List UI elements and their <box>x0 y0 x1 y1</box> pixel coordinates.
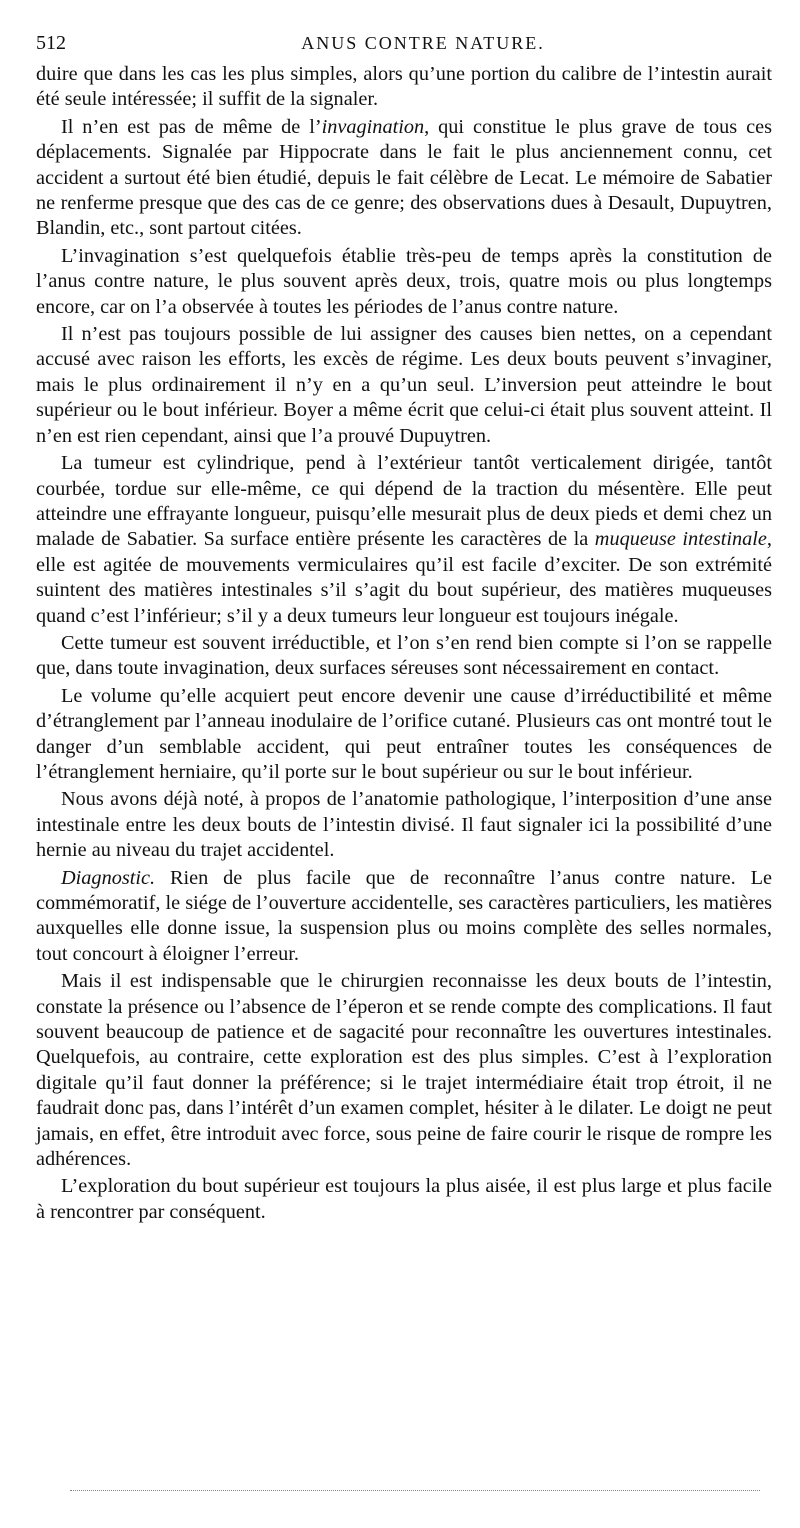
page-number: 512 <box>36 32 66 54</box>
paragraph-text: Nous avons déjà noté, à propos de l’anatomie pathologique, l’interposition d’une anse intestinale entre les deux bouts de l’intestin divisé. Il faut signaler ici la possibilité d’une hernie au niveau du trajet accidentel. <box>36 788 772 862</box>
paragraph <box>36 631 772 682</box>
paragraph <box>36 322 772 449</box>
paragraph-text: L’invagination s’est quelquefois établie très-peu de temps après la constitution de l’anus contre nature, le plus souvent après deux, trois, quatre mois ou plus longtemps encore, car on l’a observée à toutes les périodes de l’anus contre nature. <box>36 244 772 318</box>
footer-dotted-rule <box>70 1490 760 1491</box>
paragraph-text: Il n’est pas toujours possible de lui assigner des causes bien nettes, on a cependant accusé avec raison les efforts, les excès de régime. Les deux bouts peuvent s’invaginer, mais le plus ordinairement il n’y en a qu’un seul. L’inversion peut atteindre le bout supérieur ou le bout inférieur. Boyer a même écrit que celui-ci était plus souvent atteint. Il n’en est rien cependant, ainsi que l’a prouvé Dupuytren. <box>36 323 772 447</box>
paragraph <box>36 451 772 629</box>
italic-text: invagination <box>321 115 425 138</box>
page-header <box>36 28 770 58</box>
paragraph-text: Cette tumeur est souvent irréductible, et l’on s’en rend bien compte si l’on se rappelle que, dans toute invagination, deux surfaces séreuses sont nécessairement en contact. <box>36 631 772 680</box>
paragraph <box>36 62 772 113</box>
paragraph-text: L’exploration du bout supérieur est toujours la plus aisée, il est plus large et plus facile à rencontrer par conséquent. <box>36 1175 772 1223</box>
paragraph-text: , elle est agitée de mouvements vermiculaires qu’il est facile d’exciter. De son extrémité suintent des matières intestinales s’il s’agit du bout supérieur, des matières muqueuses quand c’est l’inférieur; s’il y a deux tumeurs leur longueur est toujours inégale. <box>36 528 772 627</box>
italic-text: muqueuse intestinale <box>594 528 767 551</box>
italic-text: Diagnostic. <box>61 866 156 889</box>
paragraph-text: duire que dans les cas les plus simples, alors qu’une portion du calibre de l’intestin aurait été seule intéressée; il suffit de la signaler. <box>36 63 772 111</box>
paragraph <box>36 1174 772 1225</box>
paragraph-text: , qui constitue le plus grave de tous ces déplacements. Signalée par Hippocrate dans le fait le plus anciennement connu, cet accident a surtout été bien étudié, depuis le fait célèbre de Lecat. Le mémoire de Sabatier ne renferme presque que des cas de ce genre; des observations dues à Desault, Dupuytren, Blandin, etc., sont partout citées. <box>36 115 772 240</box>
paragraph <box>36 969 772 1172</box>
running-title: ANUS CONTRE NATURE. <box>301 33 545 53</box>
paragraph <box>36 684 772 786</box>
paragraph <box>36 866 772 968</box>
paragraph <box>36 787 772 863</box>
paragraph <box>36 244 772 320</box>
paragraph-text: La tumeur est cylindrique, pend à l’extérieur tantôt verticalement dirigée, tantôt courbée, tordue sur elle-même, ce qui dépend de la traction du mésentère. Elle peut atteindre une effrayante longueur, puisqu’elle mesurait plus de deux pieds et demi chez un malade de Sabatier. Sa surface entière présente les caractères de la <box>36 452 772 551</box>
paragraph-text: Le volume qu’elle acquiert peut encore devenir une cause d’irréductibilité et même d’étranglement par l’anneau inodulaire de l’orifice cutané. Plusieurs cas ont montré tout le danger d’un semblable accident, qui peut entraîner toutes les conséquences de l’étranglement herniaire, qu’il porte sur le bout supérieur ou sur le bout inférieur. <box>36 684 772 783</box>
paragraph <box>36 115 772 242</box>
paragraph-text: Rien de plus facile que de reconnaître l’anus contre nature. Le commémoratif, le siége de l’ouverture accidentelle, ses caractères particuliers, les matières auxquelles elle donne issue, la suspension plus ou moins complète des selles normales, tout concourt à éloigner l’erreur. <box>36 866 772 965</box>
paragraph-text: Mais il est indispensable que le chirurgien reconnaisse les deux bouts de l’intestin, constate la présence ou l’absence de l’éperon et se rende compte des complications. Il faut souvent beaucoup de patience et de sagacité pour reconnaître les ouvertures intestinales. Quelquefois, au contraire, cette exploration est des plus simples. C’est à l’exploration digitale qu’il faut donner la préférence; si le trajet intermédiaire était trop étroit, il ne faudrait donc pas, dans l’intérêt d’un examen complet, hésiter à le dilater. Le doigt ne peut jamais, en effet, être introduit avec force, sous peine de faire courir le risque de rompre les adhérences. <box>36 970 772 1171</box>
body-text <box>36 62 772 1227</box>
paragraph-text: Il n’en est pas de même de l’ <box>61 115 322 138</box>
